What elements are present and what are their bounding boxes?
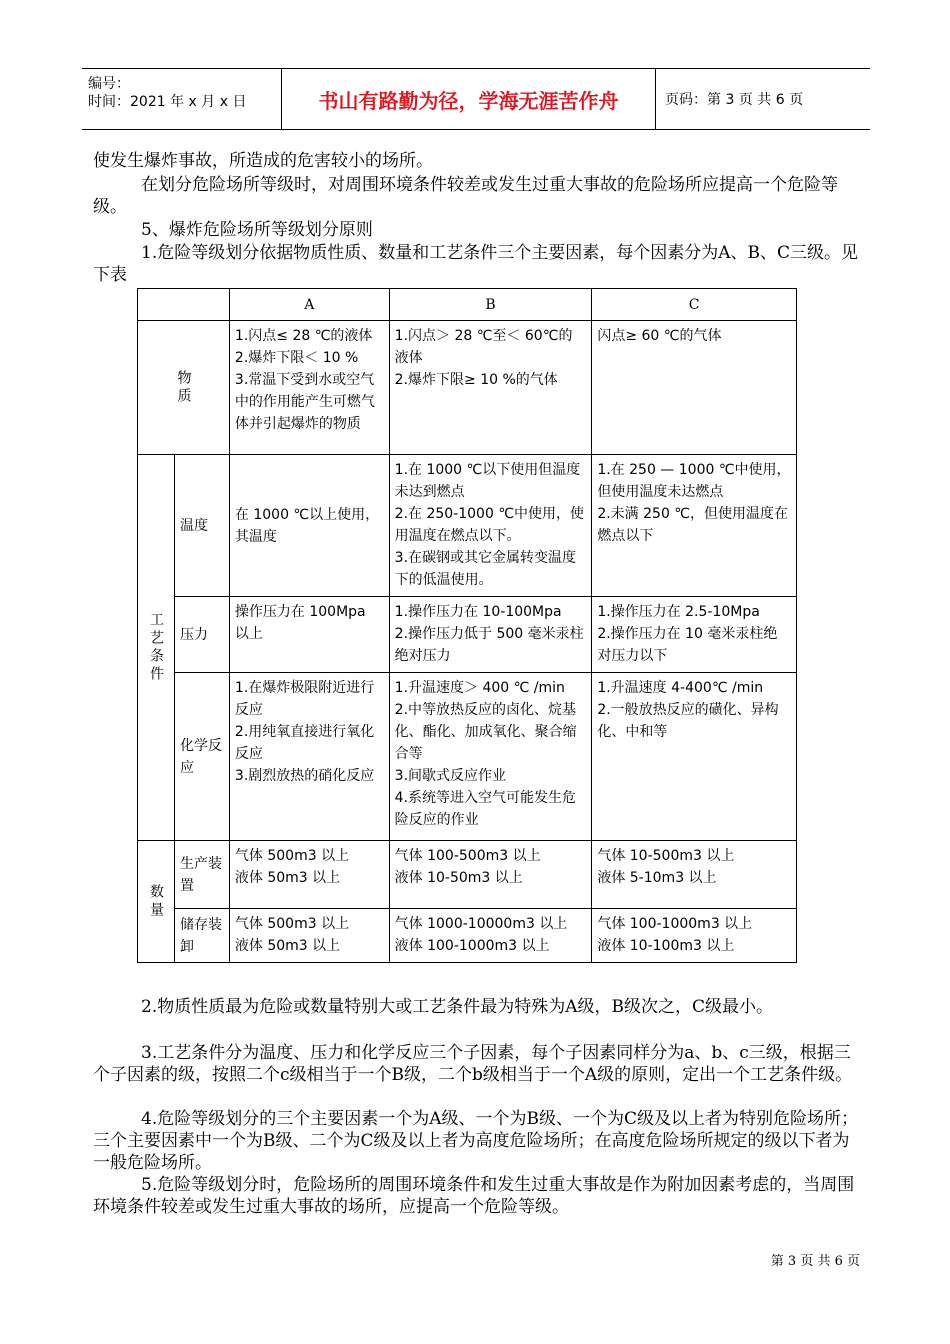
cell-line: 1.在爆炸极限附近进行反应 bbox=[234, 680, 375, 718]
cell-line: 2.在 250-1000 ℃中使用，使用温度在燃点以下。 bbox=[394, 506, 585, 544]
table-row bbox=[138, 321, 797, 455]
table-row bbox=[138, 455, 797, 597]
cell-line: 1.在 1000 ℃以下使用但温度未达到燃点 bbox=[394, 462, 581, 500]
col-header-a: A bbox=[229, 289, 389, 321]
sub-label-storage: 储存装卸 bbox=[174, 909, 229, 963]
cell-line: 1.操作压力在 2.5-10Mpa bbox=[597, 604, 760, 620]
paragraph: 在划分危险场所等级时，对周围环境条件较差或发生过重大事故的危险场所应提高一个危险等级。 bbox=[93, 175, 838, 217]
temperature-a bbox=[229, 455, 389, 597]
cell-line: 液体 10-50m3 以上 bbox=[394, 870, 523, 886]
cell-line: 4.系统等进入空气可能发生危险反应的作业 bbox=[394, 790, 577, 828]
cell-line: 气体 100-1000m3 以上 bbox=[597, 916, 753, 932]
cell-line: 1.操作压力在 10-100Mpa bbox=[394, 604, 562, 620]
temperature-c bbox=[592, 455, 797, 597]
production-a bbox=[229, 841, 389, 909]
storage-a bbox=[229, 909, 389, 963]
cell-line: 2.用纯氧直接进行氧化反应 bbox=[234, 724, 375, 762]
cell-line: 3.间歇式反应作业 bbox=[394, 768, 507, 784]
cell-line: 液体 50m3 以上 bbox=[234, 870, 341, 886]
header-meta bbox=[82, 69, 282, 129]
production-b bbox=[389, 841, 592, 909]
row-label-quantity: 数量 bbox=[138, 841, 175, 963]
cell-line: 液体 10-100m3 以上 bbox=[597, 938, 735, 954]
pressure-a bbox=[229, 597, 389, 673]
cell-line: 1.在 250 — 1000 ℃中使用，但使用温度未达燃点 bbox=[597, 462, 791, 500]
paragraph: 2.物质性质最为危险或数量特别大或工艺条件最为特殊为A级，B级次之，C级最小。 bbox=[141, 997, 773, 1017]
table-row bbox=[138, 597, 797, 673]
cell-line: 气体 1000-10000m3 以上 bbox=[394, 916, 568, 932]
table-row bbox=[138, 841, 797, 909]
cell-line: 1.闪点＞ 28 ℃至＜ 60℃的液体 bbox=[394, 328, 573, 366]
serial-label: 编号： bbox=[88, 76, 130, 92]
col-header-c: C bbox=[592, 289, 797, 321]
sub-label-temperature: 温度 bbox=[174, 455, 229, 597]
sub-label-reaction: 化学反应 bbox=[174, 673, 229, 841]
hazard-classification-table bbox=[137, 288, 797, 963]
row-label-process: 工艺条件 bbox=[138, 455, 175, 841]
substance-c bbox=[592, 321, 797, 455]
time-label: 时间：2021 年 x 月 x 日 bbox=[88, 94, 247, 110]
paragraph: 使发生爆炸事故，所造成的危害较小的场所。 bbox=[93, 151, 433, 171]
section-heading: 5、爆炸危险场所等级划分原则 bbox=[141, 220, 373, 240]
cell-line: 1.升温速度 4-400℃ /min bbox=[597, 680, 764, 696]
storage-b bbox=[389, 909, 592, 963]
cell-line: 2.爆炸下限≥ 10 %的气体 bbox=[394, 372, 558, 388]
cell-line: 液体 50m3 以上 bbox=[234, 938, 341, 954]
table-corner bbox=[138, 289, 230, 321]
table-header-row bbox=[138, 289, 797, 321]
header-page-number: 页码：第 3 页 共 6 页 bbox=[665, 92, 804, 108]
paragraph: 5.危险等级划分时，危险场所的周围环境条件和发生过重大事故是作为附加因素考虑的，当周围环境条件较差或发生过重大事故的场所，应提高一个危险等级。 bbox=[93, 1175, 855, 1217]
cell-line: 3.在碳钢或其它金属转变温度下的低温使用。 bbox=[394, 550, 577, 588]
table-row bbox=[138, 909, 797, 963]
page-header bbox=[82, 68, 870, 130]
substance-b bbox=[389, 321, 592, 455]
row-label-substance: 物质 bbox=[138, 321, 230, 455]
reaction-a bbox=[229, 673, 389, 841]
pressure-b bbox=[389, 597, 592, 673]
reaction-c bbox=[592, 673, 797, 841]
cell-line: 1.闪点≤ 28 ℃的液体 bbox=[234, 328, 373, 344]
cell-line: 3.常温下受到水或空气中的作用能产生可燃气体并引起爆炸的物质 bbox=[234, 372, 375, 432]
cell-line: 液体 100-1000m3 以上 bbox=[394, 938, 550, 954]
sub-label-production: 生产装置 bbox=[174, 841, 229, 909]
cell-line: 2.中等放热反应的卤化、烷基化、酯化、加成氧化、聚合缩合等 bbox=[394, 702, 577, 762]
table-row bbox=[138, 673, 797, 841]
cell-line: 2.操作压力在 10 毫米汞柱绝对压力以下 bbox=[597, 626, 778, 664]
pressure-c bbox=[592, 597, 797, 673]
storage-c bbox=[592, 909, 797, 963]
cell-line: 液体 5-10m3 以上 bbox=[597, 870, 717, 886]
header-motto: 书山有路勤为径，学海无涯苦作舟 bbox=[282, 69, 656, 129]
cell-line: 气体 10-500m3 以上 bbox=[597, 848, 735, 864]
cell-line: 气体 500m3 以上 bbox=[234, 848, 350, 864]
cell-line: 3.剧烈放热的硝化反应 bbox=[234, 768, 375, 784]
reaction-b bbox=[389, 673, 592, 841]
paragraph: 3.工艺条件分为温度、压力和化学反应三个子因素，每个子因素同样分为a、b、c三级，根据三个子因素的级，按照二个c级相当于一个B级，二个b级相当于一个A级的原则，定出一个工艺条件级。 bbox=[93, 1043, 853, 1085]
production-c bbox=[592, 841, 797, 909]
cell-line: 操作压力在 100Mpa 以上 bbox=[234, 604, 366, 642]
cell-line: 2.操作压力低于 500 毫米汞柱绝对压力 bbox=[394, 626, 584, 664]
cell-line: 2.未满 250 ℃，但使用温度在燃点以下 bbox=[597, 506, 789, 544]
cell-line: 气体 100-500m3 以上 bbox=[394, 848, 541, 864]
paragraph: 4.危险等级划分的三个主要因素一个为A级、一个为B级、一个为C级及以上者为特别危险场所；三个主要因素中一个为B级、二个为C级及以上者为高度危险场所；在高度危险场所规定的级以下者为一般危险场所。 bbox=[93, 1109, 858, 1173]
paragraph: 1.危险等级划分依据物质性质、数量和工艺条件三个主要因素，每个因素分为A、B、C三级。见下表 bbox=[93, 243, 858, 285]
col-header-b: B bbox=[389, 289, 592, 321]
cell-line: 1.升温速度＞ 400 ℃ /min bbox=[394, 680, 565, 696]
sub-label-pressure: 压力 bbox=[174, 597, 229, 673]
cell-line: 2.爆炸下限＜ 10 % bbox=[234, 350, 359, 366]
cell-line: 2.一般放热反应的磺化、异构化、中和等 bbox=[597, 702, 779, 740]
cell-line: 闪点≥ 60 ℃的气体 bbox=[597, 328, 722, 344]
temperature-b bbox=[389, 455, 592, 597]
cell-line: 气体 500m3 以上 bbox=[234, 916, 350, 932]
substance-a bbox=[229, 321, 389, 455]
cell-line: 在 1000 ℃以上使用，其温度 bbox=[234, 506, 380, 545]
page-footer: 第 3 页 共 6 页 bbox=[770, 1254, 860, 1269]
